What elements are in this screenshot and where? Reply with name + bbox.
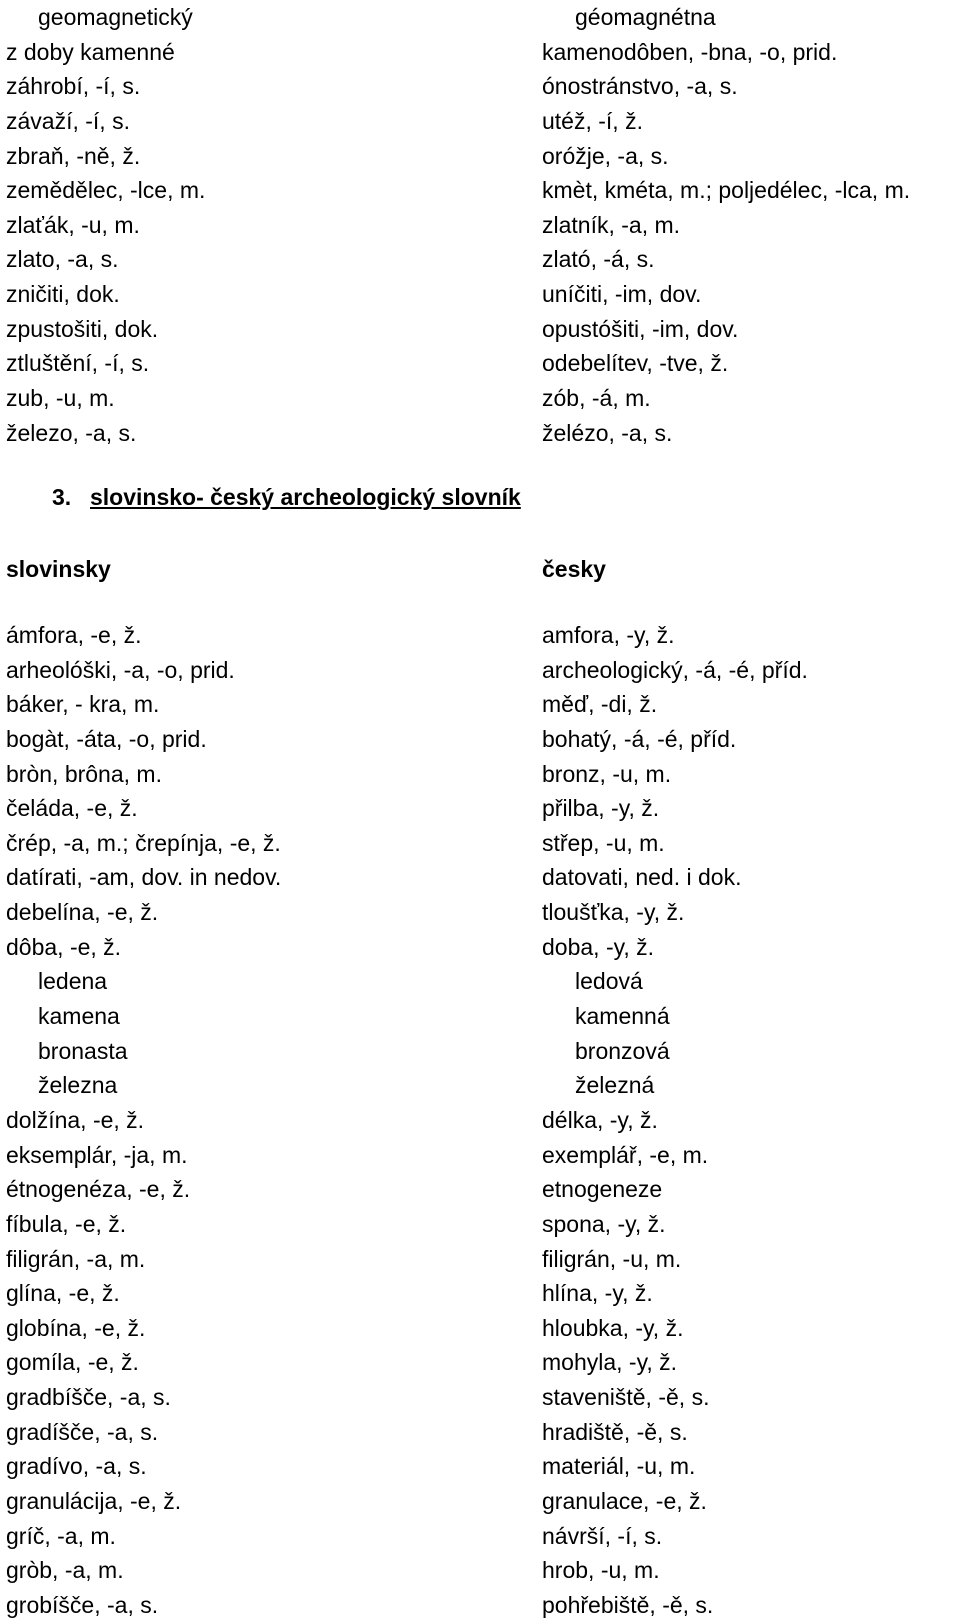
entry-right-term: materiál, -u, m.: [542, 1453, 696, 1480]
entry-row: [0, 860, 960, 895]
entry-left-term: bronasta: [38, 1037, 128, 1064]
entry-row: [0, 791, 960, 826]
entry-left-term: zub, -u, m.: [6, 385, 115, 412]
entry-left-term: zemědělec, -lce, m.: [6, 177, 206, 204]
entry-right-term: zlatník, -a, m.: [542, 211, 681, 238]
entry-row: [0, 139, 960, 174]
entry-row: [0, 0, 960, 35]
entry-left-term: datírati, -am, dov. in nedov.: [6, 864, 282, 891]
entry-left-term: dôba, -e, ž.: [6, 933, 122, 960]
entry-left-term: ledena: [38, 968, 108, 995]
entry-row: [0, 1207, 960, 1242]
entry-left-term: bogàt, -áta, -o, prid.: [6, 725, 207, 752]
entry-left-term: závaží, -í, s.: [6, 107, 130, 134]
entry-right-term: bronz, -u, m.: [542, 760, 672, 787]
entry-left-term: gríč, -a, m.: [6, 1522, 116, 1549]
entry-left-term: črép, -a, m.; črepínja, -e, ž.: [6, 829, 281, 856]
entry-left-term: filigrán, -a, m.: [6, 1245, 146, 1272]
entry-right-term: datovati, ned. i dok.: [542, 864, 742, 891]
entry-right-term: hloubka, -y, ž.: [542, 1314, 684, 1341]
entry-right-term: utéž, -í, ž.: [542, 107, 643, 134]
section-title: [52, 480, 521, 514]
entry-right-term: staveniště, -ě, s.: [542, 1384, 710, 1411]
section-number: 3.: [52, 484, 72, 510]
entry-right-term: doba, -y, ž.: [542, 933, 655, 960]
entry-left-term: gradívo, -a, s.: [6, 1453, 147, 1480]
entry-right-term: filigrán, -u, m.: [542, 1245, 682, 1272]
entry-left-term: ámfora, -e, ž.: [6, 622, 142, 648]
entry-left-term: debelína, -e, ž.: [6, 899, 159, 926]
entry-left-term: granulácija, -e, ž.: [6, 1488, 182, 1515]
entry-left-term: záhrobí, -í, s.: [6, 73, 141, 100]
entry-row: [0, 1103, 960, 1138]
entry-row: [0, 1588, 960, 1623]
entry-row: [0, 1068, 960, 1103]
entry-right-term: hrob, -u, m.: [542, 1557, 660, 1584]
entry-right-term: mohyla, -y, ž.: [542, 1349, 678, 1376]
entry-left-term: gròb, -a, m.: [6, 1557, 124, 1584]
column-headers: [0, 552, 960, 586]
section-title-text: slovinsko- český archeologický slovník: [90, 484, 521, 510]
entry-left-term: gradbíšče, -a, s.: [6, 1384, 171, 1411]
entry-row: [0, 1449, 960, 1484]
entry-row: [0, 346, 960, 381]
entry-row: [0, 35, 960, 70]
entry-left-term: eksemplár, -ja, m.: [6, 1141, 188, 1168]
entry-left-term: fíbula, -e, ž.: [6, 1210, 127, 1237]
entry-right-term: zlató, -á, s.: [542, 246, 655, 273]
entry-right-term: spona, -y, ž.: [542, 1210, 666, 1237]
entry-row: [0, 1138, 960, 1173]
entry-right-term: ónostránstvo, -a, s.: [542, 73, 738, 100]
entry-right-term: géomagnétna: [575, 4, 716, 30]
entry-left-term: glína, -e, ž.: [6, 1280, 120, 1307]
entry-right-term: granulace, -e, ž.: [542, 1488, 707, 1515]
entry-row: [0, 208, 960, 243]
entry-row: [0, 1380, 960, 1415]
entry-row: [0, 1415, 960, 1450]
entry-row: [0, 964, 960, 999]
entry-right-term: měď, -di, ž.: [542, 691, 658, 718]
entry-right-term: amfora, -y, ž.: [542, 622, 675, 648]
entry-left-term: zbraň, -ně, ž.: [6, 142, 141, 169]
entry-right-term: pohřebiště, -ě, s.: [542, 1591, 714, 1618]
entry-right-term: hlína, -y, ž.: [542, 1280, 653, 1307]
entry-row: [0, 69, 960, 104]
entry-left-term: arheolóški, -a, -o, prid.: [6, 656, 235, 683]
entry-right-term: hradiště, -ě, s.: [542, 1418, 688, 1445]
entry-row: [0, 173, 960, 208]
entry-row: [0, 757, 960, 792]
entry-row: [0, 618, 960, 653]
column-header-left: slovinsky: [6, 556, 111, 582]
entry-left-term: bròn, brôna, m.: [6, 760, 162, 787]
entry-left-term: zlato, -a, s.: [6, 246, 119, 273]
entry-row: [0, 1519, 960, 1554]
entry-left-term: geomagnetický: [38, 4, 193, 30]
entry-row: [0, 381, 960, 416]
entry-row: [0, 1484, 960, 1519]
entry-right-term: přilba, -y, ž.: [542, 795, 660, 822]
entry-row: [0, 104, 960, 139]
entry-left-term: globína, -e, ž.: [6, 1314, 146, 1341]
entry-row: [0, 1345, 960, 1380]
entry-list: [0, 618, 960, 1623]
entry-left-term: dolžína, -e, ž.: [6, 1106, 145, 1133]
entry-right-term: železná: [575, 1072, 655, 1099]
entry-left-term: kamena: [38, 1003, 120, 1030]
entry-right-term: oróžje, -a, s.: [542, 142, 669, 169]
entry-row: [0, 895, 960, 930]
entry-right-term: archeologický, -á, -é, příd.: [542, 656, 808, 683]
entry-row: [0, 1276, 960, 1311]
entry-right-term: exemplář, -e, m.: [542, 1141, 709, 1168]
entry-right-term: kamenná: [575, 1003, 670, 1030]
entry-right-term: uníčiti, -im, dov.: [542, 281, 702, 308]
entry-row: [0, 1553, 960, 1588]
entry-left-term: gradíšče, -a, s.: [6, 1418, 159, 1445]
entry-left-term: čeláda, -e, ž.: [6, 795, 138, 822]
entry-right-term: opustóšiti, -im, dov.: [542, 315, 739, 342]
entry-left-term: železo, -a, s.: [6, 419, 137, 446]
entry-left-term: gomíla, -e, ž.: [6, 1349, 139, 1376]
entry-left-term: z doby kamenné: [6, 38, 175, 65]
entry-left-term: železna: [38, 1072, 118, 1099]
entry-right-term: kmèt, kméta, m.; poljedélec, -lca, m.: [542, 177, 911, 204]
entry-right-term: etnogeneze: [542, 1176, 663, 1203]
entry-row: [0, 242, 960, 277]
entry-right-term: délka, -y, ž.: [542, 1106, 658, 1133]
entry-right-term: bronzová: [575, 1037, 670, 1064]
entry-right-term: střep, -u, m.: [542, 829, 665, 856]
entry-right-term: bohatý, -á, -é, příd.: [542, 725, 737, 752]
entry-left-term: ztluštění, -í, s.: [6, 350, 150, 377]
entry-row: [0, 1034, 960, 1069]
entry-row: [0, 687, 960, 722]
entry-right-term: zób, -á, m.: [542, 385, 651, 412]
entry-left-term: zpustošiti, dok.: [6, 315, 159, 342]
entry-row: [0, 416, 960, 451]
entry-row: [0, 999, 960, 1034]
entry-row: [0, 1311, 960, 1346]
entry-row: [0, 312, 960, 347]
entry-row: [0, 1172, 960, 1207]
entry-row: [0, 826, 960, 861]
entry-left-term: zlaťák, -u, m.: [6, 211, 140, 238]
entry-row: [0, 1242, 960, 1277]
entry-left-term: grobíšče, -a, s.: [6, 1591, 159, 1618]
entry-right-term: želézo, -a, s.: [542, 419, 673, 446]
entry-right-term: ledová: [575, 968, 643, 995]
entry-row: [0, 930, 960, 965]
entry-right-term: kamenodôben, -bna, -o, prid.: [542, 38, 838, 65]
entry-left-term: étnogenéza, -e, ž.: [6, 1176, 191, 1203]
entry-row: [0, 277, 960, 312]
top-entry-list: [0, 0, 960, 450]
column-header-right: česky: [542, 556, 606, 582]
entry-row: [0, 722, 960, 757]
entry-left-term: zničiti, dok.: [6, 281, 120, 308]
entry-right-term: návrší, -í, s.: [542, 1522, 663, 1549]
entry-left-term: báker, - kra, m.: [6, 691, 160, 718]
entry-right-term: odebelítev, -tve, ž.: [542, 350, 729, 377]
entry-right-term: tloušťka, -y, ž.: [542, 899, 685, 926]
entry-row: [0, 653, 960, 688]
